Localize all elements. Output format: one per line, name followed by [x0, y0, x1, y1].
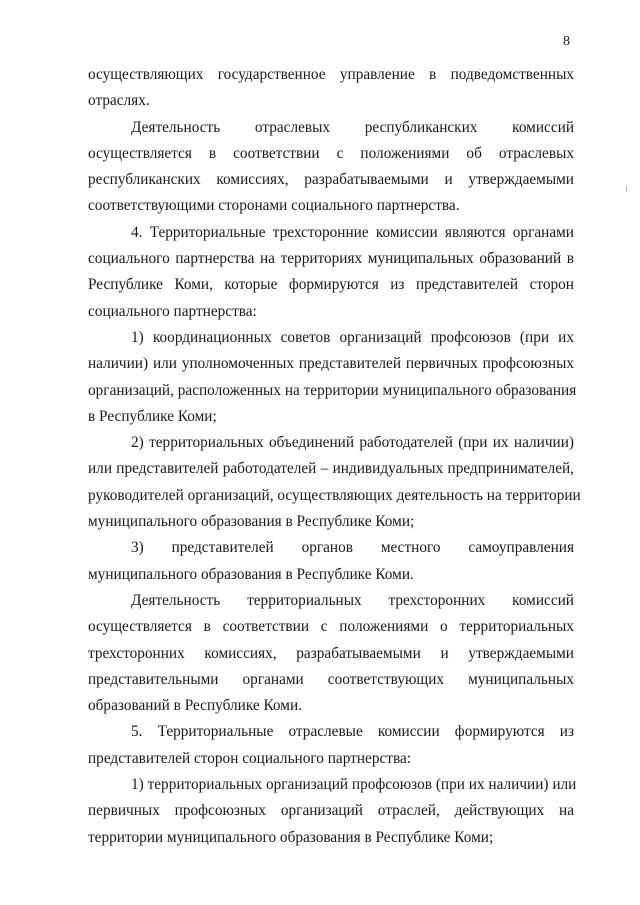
paragraph-continuation — [88, 62, 574, 115]
text-line: организаций, расположенных на территории муниципального образования — [88, 381, 577, 399]
text-line: осуществляется в соответствии с положениями об отраслевых — [88, 144, 574, 162]
text-line: муниципального образования в Республике Коми; — [88, 513, 415, 531]
text-line: руководителей организаций, осуществляющих деятельность на территории — [88, 486, 581, 504]
paragraph-item-5 — [88, 719, 574, 772]
text-line: трехсторонних комиссиях, разрабатываемыми и утверждаемыми — [88, 644, 574, 662]
paragraph-subitem-1 — [88, 325, 577, 430]
text-line: образований в Республике Коми. — [88, 697, 302, 715]
text-line: или представителей работодателей – индивидуальных предпринимателей, — [88, 460, 574, 478]
text-line: наличии) или уполномоченных представителей первичных профсоюзных — [88, 355, 574, 373]
paragraph-sectoral-commissions — [88, 115, 574, 220]
text-line: 4. Территориальные трехсторонние комиссии являются органами — [131, 223, 574, 241]
paragraph-subitem-2 — [88, 430, 581, 535]
text-line: Республике Коми, которые формируются из представителей сторон — [88, 276, 574, 294]
text-line: 5. Территориальные отраслевые комиссии формируются из — [131, 723, 574, 741]
paragraph-item-5-subitem-1 — [88, 772, 577, 851]
text-line: первичных профсоюзных организаций отраслей, действующих на — [88, 802, 574, 820]
scan-margin-mark — [626, 186, 627, 192]
paragraph-subitem-3 — [88, 535, 574, 588]
text-line: социального партнерства: — [88, 302, 257, 320]
text-line: 3) представителей органов местного самоуправления — [131, 539, 574, 557]
text-line: представительными органами соответствующих муниципальных — [88, 670, 574, 688]
text-line: республиканских комиссиях, разрабатываемыми и утверждаемыми — [88, 171, 574, 189]
text-line: соответствующими сторонами социального партнерства. — [88, 197, 460, 215]
text-line: осуществляющих государственное управление в подведомственных — [88, 66, 574, 83]
text-line: Деятельность территориальных трехсторонних комиссий — [131, 591, 574, 609]
text-line: 2) территориальных объединений работодателей (при их наличии) — [131, 434, 574, 452]
text-line: 1) территориальных организаций профсоюзов (при их наличии) или — [131, 776, 577, 794]
text-line: в Республике Коми; — [88, 407, 217, 425]
text-line: осуществляется в соответствии с положениями о территориальных — [88, 618, 574, 636]
text-line: отраслях. — [88, 92, 150, 110]
text-line: муниципального образования в Республике Коми. — [88, 565, 414, 583]
page-number: 8 — [563, 34, 570, 49]
text-line: социального партнерства на территориях муниципальных образований в — [88, 250, 574, 268]
text-line: 1) координационных советов организаций профсоюзов (при их — [131, 328, 574, 346]
text-line: территории муниципального образования в Республике Коми; — [88, 828, 494, 846]
document-body — [88, 62, 581, 851]
paragraph-territorial-commissions — [88, 588, 574, 719]
text-line: Деятельность отраслевых республиканских комиссий — [131, 118, 574, 136]
paragraph-item-4 — [88, 220, 574, 325]
text-line: представителей сторон социального партнерства: — [88, 749, 412, 767]
